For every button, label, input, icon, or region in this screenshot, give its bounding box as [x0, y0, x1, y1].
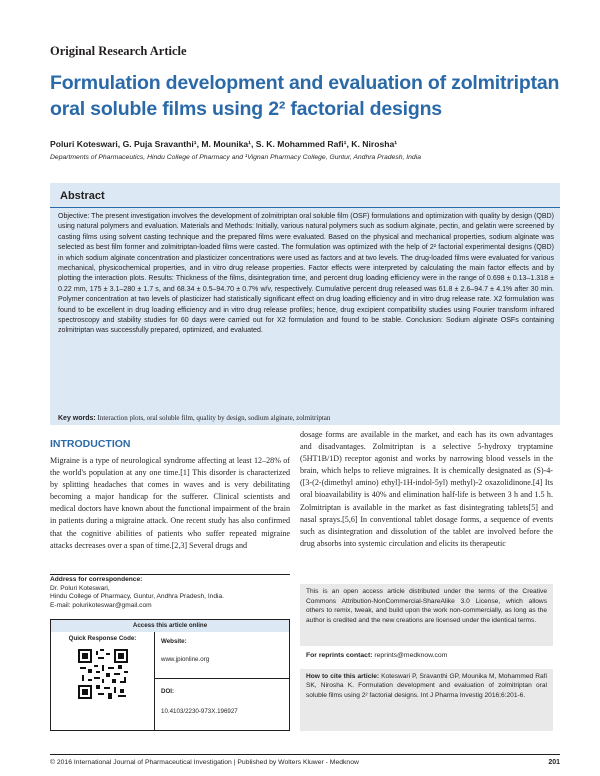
- qr-section: [51, 632, 155, 730]
- access-heading: Access this article online: [51, 620, 289, 632]
- reprints-line: [300, 652, 553, 659]
- article-title: Formulation development and evaluation of zolmitriptan oral soluble films using 2² factorial designs: [50, 72, 560, 120]
- author-list: Poluri Koteswari, G. Puja Sravanthi¹, M. Mounika¹, S. K. Mohammed Rafi¹, K. Nirosha¹: [50, 139, 398, 149]
- correspondence-divider: [50, 574, 290, 575]
- intro-column-right: dosage forms are available in the market, and each has its own advantages and disadvantages. Zolmitriptan is a selective 5-hydroxy tryptamine (5HT1B/1D) receptor agonist and works by narrowing blood vessels in the brain, which helps to relieve migraines. It is chemically designated as (S)-4-([3-(2-(dimethyl amino) ethyl]-1H-indol-5yl) methyl)-2 oxazolidinone.[4] Its oral bioavailability is 40% and elimination half-life is between 3 h and 1.5 h. Zolmitriptan is available in the market as fast disintegrating tablets[5] and nasal sprays.[5,6] In conventional tablet dosage forms, a sequence of events such as disintegration and dissolution of the tablet are involved before the drug absorbs into systemic circulation and elicits its therapeutic: [300, 430, 553, 548]
- qr-label: Quick Response Code:: [68, 635, 137, 642]
- affiliation: Departments of Pharmaceutics, Hindu College of Pharmacy and ¹Vignan Pharmacy College, Guntur, Andhra Pradesh, India: [50, 154, 422, 161]
- abstract-divider: [50, 207, 560, 208]
- correspondence-email[interactable]: E-mail: polurikoteswar@gmail.com: [50, 601, 152, 609]
- abstract-text: Objective: The present investigation involves the development of zolmitriptan oral soluble film (OSF) formulations and optimization with quality by design (QBD) using natural polymers and evaluation. Materials and Methods: Initially, various natural polymers such as sodium alginate, pectin, and gelatin were screened by casting films using solvent casting technique and the prepared films were evaluated. Based on the physical and mechanical properties, sodium alginate was selected as best film former and zolmitriptan-loaded films were casted. The formulation was optimized with the help of 2² factorial experimental designs (QBD) in which sodium alginate concentration and plasticizer concentrations were used as factors and at two levels. The drug-loaded films were evaluated for various mechanical, physicochemical properties, and in vitro drug release properties. Factor effects were interpreted by calculating the main factor effects and by plotting the interaction plots. Results: Thickness of the films, disintegration time, and percent drug loading efficiency were in the range of 0.698 ± 0.13–1.318 ± 0.22 mm, 175 ± 3.1–280 ± 1.7 s, and 68.34 ± 0.5–94.70 ± 0.7% w/v, respectively. Cumulative percent drug released was 61.8 ± 2.6–94.7 ± 4.1% after 30 min. Polymer concentration at two levels of plasticizer had statistically significant effect on drug loading efficiency and in vitro drug release rate. X2 formulation was found to be excellent in drug loading efficiency and in vitro drug release profiles; hence, drug excipient compatibility studies using Fourier transform infrared spectroscopy and stability studies for 60 days were carried out for X2 formulation and found to be stable. Conclusion: Sodium alginate OSFs containing zolmitriptan was successfully prepared, optimized, and evaluated.: [58, 213, 554, 335]
- citation-text: Koteswari P, Sravanthi GP, Mounika M, Mohammed Rafi SK, Nirosha K. Formulation development and evaluation of zolmitriptan oral soluble films using 2² factorial designs. Int J Pharma Investig 2016;6:201-6.: [306, 673, 547, 699]
- doi-label: DOI:: [161, 688, 175, 695]
- footer-divider: [50, 754, 560, 755]
- correspondence-name: Dr. Poluri Koteswari,: [50, 584, 110, 592]
- article-type: Original Research Article: [50, 44, 187, 58]
- citation-label: How to cite this article:: [306, 673, 380, 680]
- keywords: [58, 414, 554, 422]
- abstract-heading: Abstract: [60, 190, 105, 202]
- reprints-label: For reprints contact:: [306, 652, 373, 659]
- page-footer: © 2016 International Journal of Pharmaceutical Investigation | Published by Wolters Kluwer - Medknow: [50, 759, 359, 766]
- qr-code-icon[interactable]: [78, 649, 128, 699]
- correspondence-college: Hindu College of Pharmacy, Guntur, Andhra Pradesh, India.: [50, 593, 224, 601]
- citation-box: [300, 669, 553, 731]
- correspondence-label: Address for correspondence:: [50, 576, 143, 583]
- keywords-label: Key words:: [58, 415, 96, 422]
- reprints-email[interactable]: reprints@medknow.com: [374, 652, 448, 659]
- access-divider: [154, 678, 289, 679]
- intro-column-left: Migraine is a type of neurological syndrome affecting at least 12–28% of the world's population at any one time.[1] This disorder is characterized by splitting headaches that comes in waves and is very debilitating becoming a major handicap for the sufferer. Clinical scientists and medical doctors have known about the functional impairment of the brain in patients during a migraine attack. One recent study has also confirmed that the cognitive abilities of patients who suffer repeated migraine attacks decreases over a span of time.[2,3] Several drugs and: [50, 456, 290, 550]
- keywords-text: Interaction plots, oral soluble film, quality by design, sodium alginate, zolmitriptan: [97, 414, 331, 422]
- access-online-box: [50, 619, 290, 731]
- page-number: 201: [548, 759, 560, 766]
- introduction-heading: INTRODUCTION: [50, 438, 131, 450]
- doi-link[interactable]: 10.4103/2230-973X.196927: [161, 708, 238, 715]
- open-access-notice: This is an open access article distributed under the terms of the Creative Commons Attribution-NonCommercial-ShareAlike 3.0 License, which allows others to remix, tweak, and build upon the work non-commercially, as long as the author is credited and the new creations are licensed under the identical terms.: [300, 584, 553, 646]
- website-label: Website:: [161, 638, 187, 645]
- website-link[interactable]: www.jpionline.org: [161, 656, 210, 663]
- correspondence-block: [50, 576, 290, 610]
